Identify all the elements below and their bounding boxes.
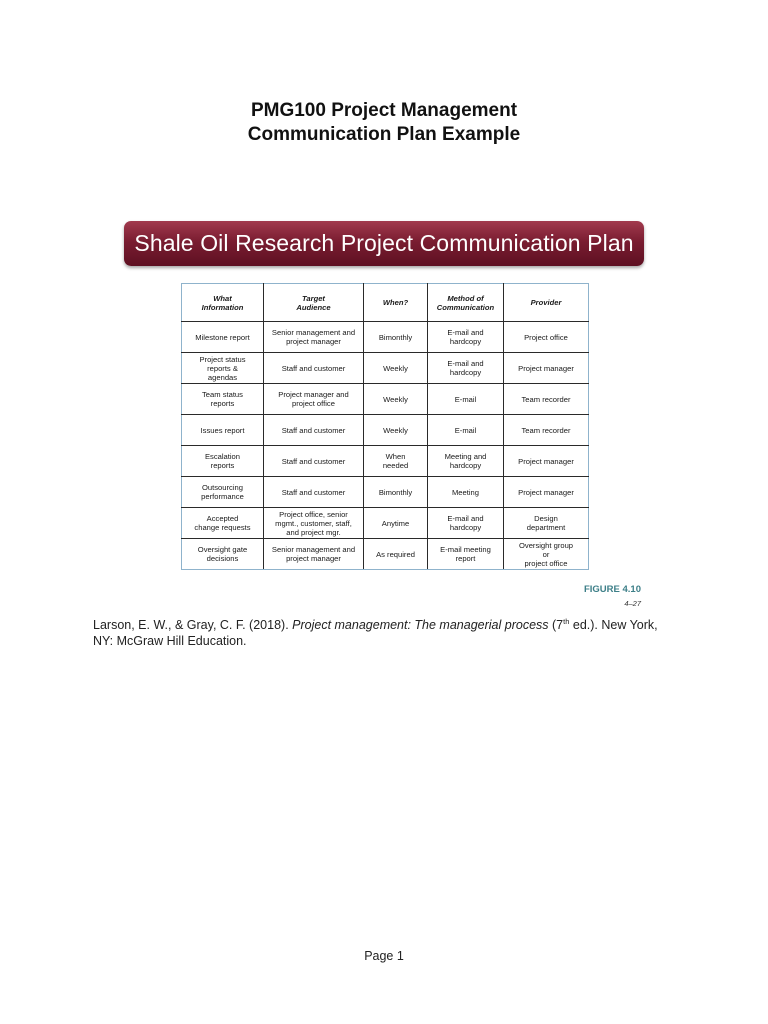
table-cell — [428, 415, 504, 446]
header-what-information — [182, 284, 264, 322]
table-cell — [182, 508, 264, 539]
table-cell-text: Project office — [524, 332, 568, 342]
table-cell-text: Staff and customer — [281, 456, 346, 466]
header-target-audience — [264, 284, 364, 322]
table-cell — [364, 477, 428, 508]
table-cell — [182, 477, 264, 508]
table-cell — [264, 508, 364, 539]
header-label: Provider — [530, 298, 562, 307]
table-cell-text: Project manager and project office — [278, 390, 349, 408]
table-cell-text: Team recorder — [521, 425, 571, 435]
table-cell — [364, 415, 428, 446]
table-cell-text: Weekly — [383, 363, 408, 373]
header-label: Method of Communication — [436, 293, 495, 312]
citation-edition-prefix: (7 — [548, 618, 564, 632]
table-cell-text: Team recorder — [521, 394, 571, 404]
table-cell-text: Staff and customer — [281, 363, 346, 373]
table-cell — [264, 353, 364, 384]
table-cell-text: Outsourcing performance — [201, 483, 244, 501]
table-cell — [504, 508, 589, 539]
table-cell-text: Senior management and project manager — [271, 545, 356, 563]
header-provider — [504, 284, 589, 322]
document-title — [0, 99, 768, 147]
table-body — [182, 322, 589, 570]
table-cell-text: E-mail — [454, 425, 477, 435]
table-row — [182, 539, 589, 570]
table-cell — [264, 384, 364, 415]
table-cell-text: Escalation reports — [204, 452, 241, 470]
header-label: When? — [382, 298, 409, 307]
table-cell-text: Meeting — [451, 487, 480, 497]
table-row — [182, 415, 589, 446]
table-cell-text: E-mail and hardcopy — [447, 359, 484, 377]
table-cell — [504, 322, 589, 353]
table-row — [182, 384, 589, 415]
figure-banner-title: Shale Oil Research Project Communication Plan — [124, 221, 644, 266]
header-label: What Information — [201, 293, 244, 312]
table-cell-text: Oversight group or project office — [518, 540, 574, 568]
page-number: Page 1 — [364, 949, 404, 963]
table-cell — [182, 539, 264, 570]
table-cell — [264, 415, 364, 446]
table-row — [182, 477, 589, 508]
table-row — [182, 353, 589, 384]
table-cell-text: Project manager — [518, 456, 574, 466]
figure-label: FIGURE 4.10 — [583, 584, 641, 595]
table-cell — [504, 415, 589, 446]
table-cell-text: Staff and customer — [281, 487, 346, 497]
table-row — [182, 446, 589, 477]
table-cell — [504, 384, 589, 415]
table-cell — [428, 539, 504, 570]
table-cell-text: Milestone report — [195, 332, 250, 342]
table-cell — [364, 322, 428, 353]
citation-book-title: Project management: The managerial process — [292, 618, 549, 632]
document-title-line-2: Communication Plan Example — [247, 124, 521, 145]
communication-plan-table — [181, 283, 589, 570]
citation-publisher: ed.). New York, NY: McGraw Hill Education. — [93, 618, 658, 648]
table-cell — [428, 508, 504, 539]
table-cell — [364, 539, 428, 570]
table-cell — [364, 508, 428, 539]
table-row — [182, 322, 589, 353]
table-cell-text: Anytime — [381, 518, 410, 528]
table-cell — [428, 384, 504, 415]
table-cell-text: Weekly — [383, 394, 408, 404]
table-cell — [264, 477, 364, 508]
table-cell-text: Design department — [526, 514, 566, 532]
table-cell-text: Senior management and project manager — [271, 328, 356, 346]
table-cell-text: Issues report — [200, 425, 245, 435]
table-cell — [428, 446, 504, 477]
document-title-line-1: PMG100 Project Management — [250, 100, 518, 121]
table-cell-text: Staff and customer — [281, 425, 346, 435]
table-cell — [182, 384, 264, 415]
table-cell-text: Bimonthly — [378, 487, 413, 497]
table-cell — [504, 539, 589, 570]
table-cell — [428, 322, 504, 353]
table-header-row — [182, 284, 589, 322]
table-cell — [264, 539, 364, 570]
header-label: Target Audience — [296, 293, 331, 312]
citation-authors-year: Larson, E. W., & Gray, C. F. (2018). — [93, 618, 293, 632]
header-method-of-communication — [428, 284, 504, 322]
citation-edition-superscript: th — [563, 617, 570, 626]
table-cell — [264, 446, 364, 477]
table-cell — [504, 477, 589, 508]
table-cell-text: Meeting and hardcopy — [444, 452, 487, 470]
table-cell — [428, 477, 504, 508]
table-row — [182, 508, 589, 539]
table-cell-text: Project manager — [518, 363, 574, 373]
table-cell — [364, 384, 428, 415]
header-when — [364, 284, 428, 322]
table-cell — [182, 353, 264, 384]
table-cell — [428, 353, 504, 384]
table-cell — [264, 322, 364, 353]
table-cell — [504, 446, 589, 477]
table-cell — [182, 415, 264, 446]
table-cell-text: Accepted change requests — [194, 514, 251, 532]
table-cell-text: When needed — [382, 452, 409, 470]
table-cell — [182, 446, 264, 477]
table-cell — [504, 353, 589, 384]
table-cell-text: Team status reports — [202, 390, 243, 408]
table-cell-text: E-mail — [454, 394, 477, 404]
table-cell — [364, 446, 428, 477]
figure-page-reference: 4–27 — [624, 599, 641, 608]
table-cell-text: Project office, senior mgmt., customer, staff, and project mgr. — [275, 509, 352, 537]
table-cell-text: Project status reports & agendas — [199, 354, 246, 382]
table-cell-text: E-mail and hardcopy — [447, 514, 484, 532]
table-cell-text: Project manager — [518, 487, 574, 497]
table-cell-text: E-mail meeting report — [440, 545, 491, 563]
table-cell — [364, 353, 428, 384]
table-cell-text: Oversight gate decisions — [197, 545, 248, 563]
table-cell-text: Bimonthly — [378, 332, 413, 342]
table-cell — [182, 322, 264, 353]
table-cell-text: E-mail and hardcopy — [447, 328, 484, 346]
table-cell-text: Weekly — [383, 425, 408, 435]
reference-citation — [93, 617, 668, 649]
table-cell-text: As required — [376, 549, 415, 559]
